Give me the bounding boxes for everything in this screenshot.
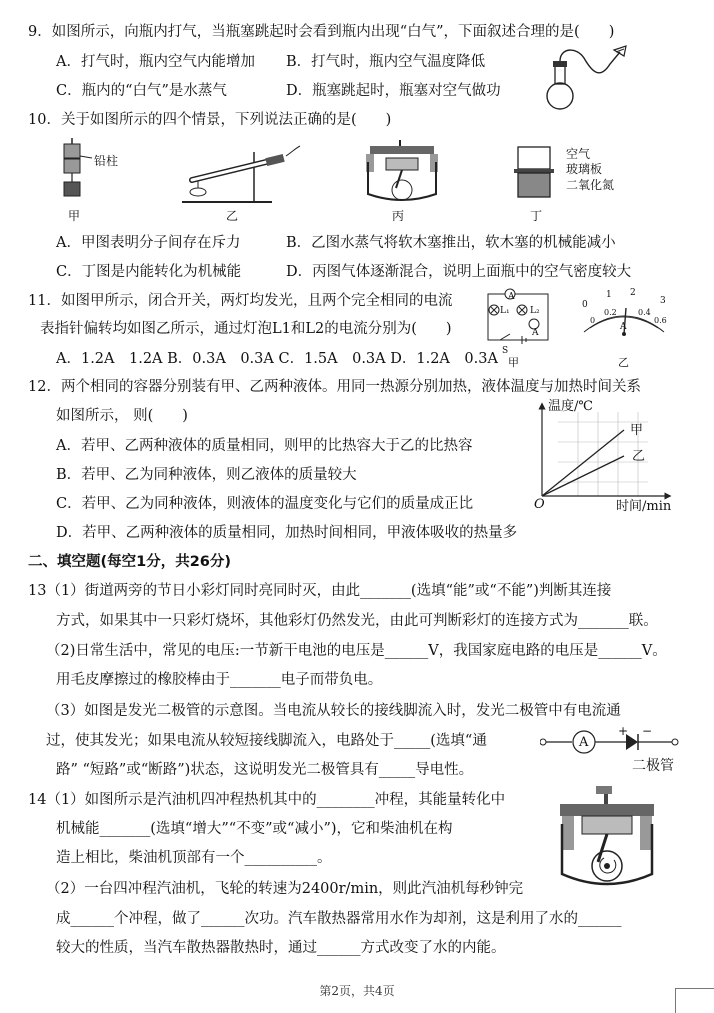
q11-options: A．1.2A 1.2A B．0.3A 0.3A C．1.5A 0.3A D．1.2A 0.3A [56, 351, 498, 367]
q13-line1: 13（1）街道两旁的节日小彩灯同时亮同时灭，由此_______(选填“能”或“不能”)判断其连接 [28, 583, 612, 599]
q12-stem-line2: 如图所示， 则( ) [56, 408, 188, 424]
q11-tick-0-outer: 0 [582, 300, 588, 310]
q14-engine-figure [552, 786, 662, 892]
q11-stem-line2: 表指针偏转均如图乙所示，通过灯泡L1和L2的电流分别为( ) [40, 321, 452, 337]
q13-line6: 过，使其发光；如果电流从较短接线脚流入，电路处于_____(选填“通 [46, 733, 487, 749]
q11-tick-0.6: 0.6 [654, 316, 667, 325]
q12-option-c: C．若甲、乙为同种液体，则液体的温度变化与它们的质量成正比 [56, 496, 474, 512]
q9-flask-figure [540, 44, 630, 112]
q9-option-b: B．打气时，瓶内空气温度降低 [286, 54, 486, 70]
q11-l1-label: L₁ [500, 306, 510, 316]
q11-tick-1: 1 [606, 290, 612, 300]
q12-graph-yi: 乙 [632, 449, 646, 464]
q13-line7: 路” “短路”或“断路”)状态，这说明发光二极管具有_____导电性。 [56, 762, 474, 778]
q12-temperature-graph [528, 402, 678, 502]
q11-circuit-figure [482, 288, 554, 350]
q12-graph-xlabel: 时间/min [616, 499, 672, 514]
page-footer: 第2页，共4页 [319, 984, 395, 998]
q13-diode-figure [540, 728, 680, 756]
q10-figure-jia [50, 138, 140, 204]
q13-diode-plus: + [618, 724, 629, 738]
q11-jia-label: 甲 [508, 356, 519, 369]
q12-stem-line1: 12．两个相同的容器分别装有甲、乙两种液体。用同一热源分别加热，液体温度与加热时间关系 [28, 379, 641, 395]
q14-line3: 造上相比，柴油机顶部有一个__________。 [56, 850, 332, 866]
q12-graph-origin: O [534, 497, 545, 512]
q13-line4: 用毛皮摩擦过的橡胶棒由于_______电子而带负电。 [56, 672, 383, 688]
q11-tick-3: 3 [660, 296, 666, 306]
q13-line2: 方式，如果其中一只彩灯烧坏，其他彩灯仍然发光，由此可判断彩灯的连接方式为_______联。 [56, 613, 658, 629]
q12-option-d: D．若甲、乙两种液体的质量相同，加热时间相同，甲液体吸收的热量多 [56, 525, 518, 541]
q14-line6: 较大的性质，当汽车散热器散热时，通过______方式改变了水的内能。 [56, 940, 506, 956]
q13-diode-minus: − [642, 724, 653, 738]
q11-tick-2: 2 [630, 288, 636, 298]
q10-jia-caption: 铅柱 [94, 154, 119, 168]
q10-figure-ding [510, 143, 558, 203]
q11-tick-0.2: 0.2 [604, 308, 617, 317]
q11-switch-label: S [502, 346, 509, 356]
q10-option-b: B．乙图水蒸气将软木塞推出，软木塞的机械能减小 [286, 235, 616, 251]
q12-graph-ylabel: 温度/℃ [548, 399, 593, 414]
section-2-title: 二、填空题(每空1分，共26分) [28, 554, 232, 570]
q10-ding-no2: 二氧化氮 [566, 178, 615, 192]
q11-stem-line1: 11．如图甲所示，闭合开关，两灯均发光，且两个完全相同的电流 [28, 293, 453, 309]
q11-tick-0.4: 0.4 [638, 308, 651, 317]
q10-option-d: D．丙图气体逐渐混合，说明上面瓶中的空气密度较大 [286, 264, 632, 280]
q10-ding-label: 丁 [530, 209, 543, 223]
q14-line1: 14（1）如图所示是汽油机四冲程热机其中的________冲程，其能量转化中 [28, 792, 506, 808]
page-corner-mark [675, 988, 714, 1013]
q10-figure-yi [172, 140, 302, 208]
q10-figure-bing [360, 140, 444, 206]
q9-stem: 9．如图所示，向瓶内打气，当瓶塞跳起时会看到瓶内出现“白气”，下面叙述合理的是( ) [28, 24, 615, 40]
q10-ding-glass: 玻璃板 [566, 162, 603, 176]
q13-diode-label: 二极管 [632, 758, 674, 774]
q9-option-c: C．瓶内的“白气”是水蒸气 [56, 83, 227, 99]
q11-l2-label: L₂ [530, 306, 540, 316]
q10-ding-air: 空气 [566, 147, 591, 161]
q10-option-c: C．丁图是内能转化为机械能 [56, 264, 242, 280]
q13-line5: （3）如图是发光二极管的示意图。当电流从较长的接线脚流入时，发光二极管中有电流通 [46, 703, 621, 719]
q11-ammeter-a2-label: A [532, 328, 539, 338]
q11-ammeter-a1-label: A [508, 292, 515, 302]
q10-stem: 10．关于如图所示的四个情景，下列说法正确的是( ) [28, 112, 392, 128]
q14-line4: （2）一台四冲程汽油机，飞轮的转速为2400r/min，则此汽油机每秒钟完 [46, 881, 524, 897]
q12-graph-jia: 甲 [630, 423, 644, 438]
q11-dial-a-label: A [620, 322, 627, 332]
q14-line2: 机械能_______(选填“增大”“不变”或“减小”)，它和柴油机在构 [56, 821, 453, 837]
q9-option-d: D．瓶塞跳起时，瓶塞对空气做功 [286, 83, 501, 99]
q10-jia-label: 甲 [68, 209, 81, 223]
q13-diode-ammeter: A [579, 735, 589, 750]
q12-option-a: A．若甲、乙两种液体的质量相同，则甲的比热容大于乙的比热容 [56, 438, 473, 454]
q13-line3: （2)日常生活中，常见的电压:一节新干电池的电压是______V，我国家庭电路的电压是______V。 [46, 643, 667, 659]
q10-yi-label: 乙 [226, 209, 239, 223]
q11-tick-0-inner: 0 [590, 316, 596, 325]
q12-option-b: B．若甲、乙为同种液体，则乙液体的质量较大 [56, 467, 357, 483]
q11-yi-label: 乙 [618, 356, 629, 369]
q10-bing-label: 丙 [392, 209, 405, 223]
q10-option-a: A．甲图表明分子间存在斥力 [56, 235, 241, 251]
q9-option-a: A．打气时，瓶内空气内能增加 [56, 54, 255, 70]
q14-line5: 成______个冲程，做了______次功。汽车散热器常用水作为却剂，这是利用了水的______ [56, 911, 622, 927]
